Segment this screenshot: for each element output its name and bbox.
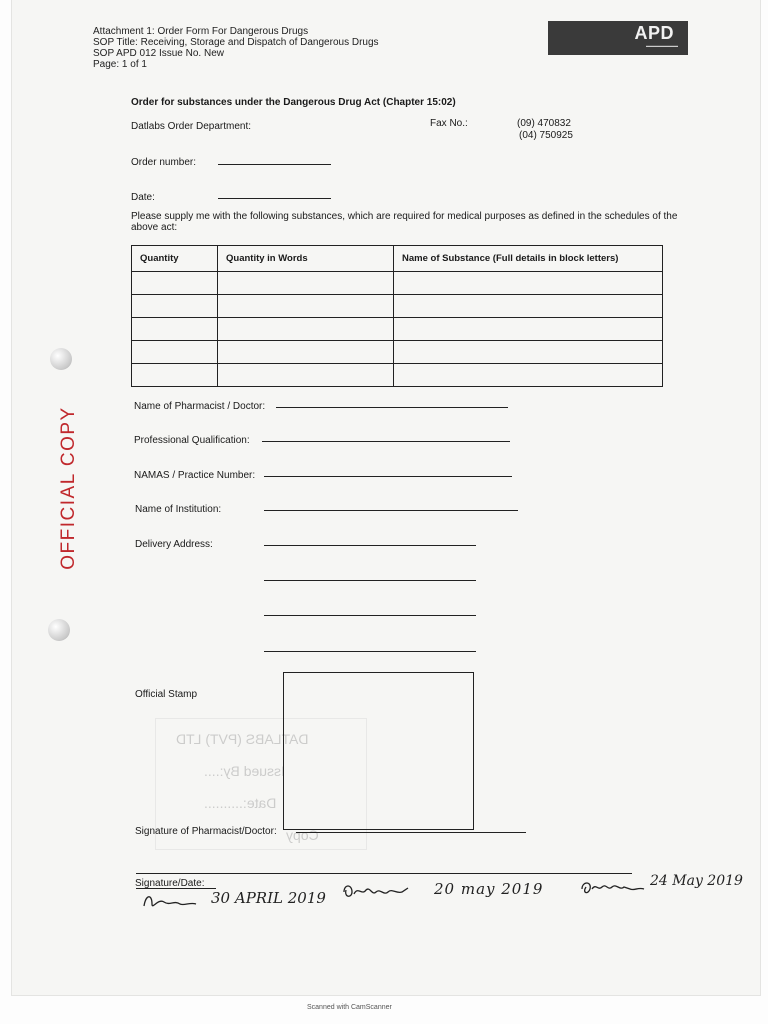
institution-label: Name of Institution: <box>135 504 222 515</box>
table-row <box>132 341 663 364</box>
namas-field[interactable] <box>264 476 512 477</box>
column-quantity: Quantity <box>132 246 218 272</box>
handwritten-signature-2 <box>340 880 412 902</box>
scanner-footer: Scanned with CamScanner <box>307 1004 392 1011</box>
ghost-line-3: Date:.......... <box>204 795 277 811</box>
table-cell[interactable] <box>132 364 218 387</box>
table-row <box>132 364 663 387</box>
table-cell[interactable] <box>218 272 394 295</box>
date-field[interactable] <box>218 198 331 199</box>
table-cell[interactable] <box>132 295 218 318</box>
instruction-text: Please supply me with the following substances, which are required for medical purposes as defined in the schedules of the above act: <box>131 211 678 233</box>
ghost-line-4: Copy <box>286 827 319 843</box>
delivery-field-line-1[interactable] <box>264 545 476 546</box>
signature-field[interactable] <box>296 832 526 833</box>
delivery-field-line-3[interactable] <box>264 615 476 616</box>
table-cell[interactable] <box>394 318 663 341</box>
department-label: Datlabs Order Department: <box>131 121 252 132</box>
logo-text: APD <box>634 23 674 43</box>
table-cell[interactable] <box>394 272 663 295</box>
sop-title: SOP Title: Receiving, Storage and Dispatch of Dangerous Drugs <box>93 37 379 48</box>
page-number: Page: 1 of 1 <box>93 59 147 70</box>
official-stamp-label: Official Stamp <box>135 689 198 700</box>
handwritten-signature-3 <box>578 877 648 899</box>
column-substance-name: Name of Substance (Full details in block letters) <box>394 246 663 272</box>
pharmacist-label: Name of Pharmacist / Doctor: <box>134 401 266 412</box>
qualification-field[interactable] <box>262 441 510 442</box>
official-stamp-box[interactable] <box>283 672 474 830</box>
namas-label: NAMAS / Practice Number: <box>134 470 256 481</box>
punch-hole-top <box>50 348 72 370</box>
table-row <box>132 295 663 318</box>
substances-table <box>131 245 663 387</box>
table-cell[interactable] <box>132 341 218 364</box>
column-quantity-words: Quantity in Words <box>218 246 394 272</box>
table-cell[interactable] <box>218 295 394 318</box>
punch-hole-bottom <box>48 619 70 641</box>
ghost-line-1: DATLABS (PVT) LTD <box>176 731 309 747</box>
order-number-field[interactable] <box>218 164 331 165</box>
handwritten-date-1: 30 APRIL 2019 <box>211 889 326 907</box>
qualification-label: Professional Qualification: <box>134 435 250 446</box>
date-label: Date: <box>131 192 155 203</box>
handwritten-date-2: 20 may 2019 <box>434 880 544 898</box>
order-number-label: Order number: <box>131 157 197 168</box>
document-page <box>12 0 760 995</box>
logo-subtext: ▬▬▬▬▬▬▬▬ <box>646 43 678 48</box>
fax-number-2: (04) 750925 <box>519 130 573 141</box>
table-cell[interactable] <box>394 341 663 364</box>
form-title: Order for substances under the Dangerous Drug Act (Chapter 15:02) <box>131 97 456 108</box>
table-cell[interactable] <box>218 341 394 364</box>
delivery-field-line-4[interactable] <box>264 651 476 652</box>
table-cell[interactable] <box>394 295 663 318</box>
fax-number-1: (09) 470832 <box>517 118 571 129</box>
handwritten-date-3: 24 May 2019 <box>650 873 743 889</box>
sop-number: SOP APD 012 Issue No. New <box>93 48 224 59</box>
handwritten-signature-1 <box>140 890 200 914</box>
table-cell[interactable] <box>132 318 218 341</box>
table-cell[interactable] <box>132 272 218 295</box>
attachment-title: Attachment 1: Order Form For Dangerous Drugs <box>93 26 309 37</box>
table-cell[interactable] <box>218 318 394 341</box>
signature-date-underline <box>136 888 216 889</box>
table-cell[interactable] <box>394 364 663 387</box>
institution-field[interactable] <box>264 510 518 511</box>
table-header-row <box>132 246 663 272</box>
official-copy-mark: OFFICIAL COPY <box>58 406 79 570</box>
signature-label: Signature of Pharmacist/Doctor: <box>135 826 277 837</box>
table-cell[interactable] <box>218 364 394 387</box>
company-logo <box>548 21 688 55</box>
signature-date-label: Signature/Date: <box>135 878 205 889</box>
table-row <box>132 318 663 341</box>
ghost-line-2: Issued By:.... <box>204 763 285 779</box>
fax-label: Fax No.: <box>430 118 468 129</box>
delivery-label: Delivery Address: <box>135 539 213 550</box>
pharmacist-field[interactable] <box>276 407 508 408</box>
signature-date-top-rule <box>136 873 632 874</box>
header-block <box>93 26 379 70</box>
table-row <box>132 272 663 295</box>
delivery-field-line-2[interactable] <box>264 580 476 581</box>
